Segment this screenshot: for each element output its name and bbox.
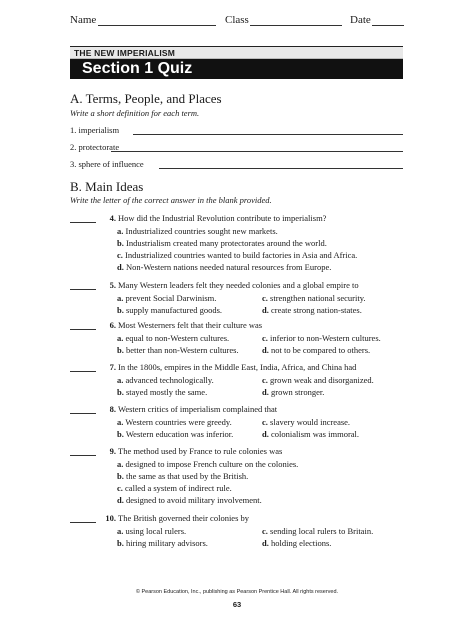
option-text: grown stronger. <box>270 387 325 397</box>
option-letter: c. <box>117 483 123 493</box>
option-letter: c. <box>262 333 268 343</box>
answer-option <box>117 226 278 236</box>
option-text: designed to impose French culture on the colonies. <box>125 459 299 469</box>
option-text: prevent Social Darwinism. <box>125 293 217 303</box>
option-letter: d. <box>262 429 269 439</box>
option-letter: b. <box>117 538 124 548</box>
option-letter: b. <box>117 471 124 481</box>
option-text: Western countries were greedy. <box>125 417 232 427</box>
question-number: 4. <box>109 213 116 223</box>
answer-option <box>117 526 186 536</box>
answer-option <box>262 429 359 439</box>
option-text: Western education was inferior. <box>125 429 234 439</box>
option-letter: a. <box>117 417 124 427</box>
option-letter: a. <box>117 293 124 303</box>
name-label: Name <box>70 14 97 26</box>
option-letter: b. <box>117 345 124 355</box>
question-item <box>70 280 403 292</box>
option-letter: c. <box>117 250 123 260</box>
option-text: called a system of indirect rule. <box>125 483 232 493</box>
question-stem: How did the Industrial Revolution contribute to imperialism? <box>118 213 327 223</box>
option-text: the same as that used by the British. <box>125 471 249 481</box>
answer-option <box>262 538 331 548</box>
answer-option <box>262 345 370 355</box>
answer-option <box>117 495 262 505</box>
copyright-footer: © Pearson Education, Inc., publishing as Pearson Prentice Hall. All rights reserved. <box>135 589 339 595</box>
question-number: 9. <box>109 446 116 456</box>
section-a-instruction: Write a short definition for each term. <box>70 108 200 118</box>
answer-option <box>262 293 366 303</box>
option-letter: c. <box>262 293 268 303</box>
question-number: 8. <box>109 404 116 414</box>
section-b-instruction: Write the letter of the correct answer in the blank provided. <box>70 195 272 205</box>
answer-option <box>117 238 327 248</box>
quiz-title: Section 1 Quiz <box>70 59 403 79</box>
option-text: inferior to non-Western cultures. <box>270 333 381 343</box>
option-text: better than non-Western cultures. <box>125 345 239 355</box>
option-text: Industrialism created many protectorates around the world. <box>125 238 327 248</box>
answer-option <box>262 417 350 427</box>
answer-option <box>117 293 216 303</box>
answer-option <box>262 375 374 385</box>
answer-blank[interactable] <box>70 522 96 523</box>
term-label: 2. protectorate <box>70 142 120 152</box>
answer-option <box>117 333 229 343</box>
question-stem: In the 1800s, empires in the Middle East, India, Africa, and China had <box>118 362 357 372</box>
option-letter: d. <box>262 305 269 315</box>
answer-option <box>117 471 248 481</box>
option-letter: d. <box>262 538 269 548</box>
term-row <box>70 159 403 171</box>
answer-blank[interactable] <box>70 289 96 290</box>
answer-option <box>117 345 239 355</box>
option-text: create strong nation-states. <box>270 305 362 315</box>
answer-option <box>117 250 357 260</box>
class-label: Class <box>225 14 249 26</box>
answer-option <box>262 305 362 315</box>
option-text: designed to avoid military involvement. <box>125 495 262 505</box>
question-item <box>70 213 403 225</box>
option-text: colonialism was immoral. <box>270 429 360 439</box>
option-letter: c. <box>262 526 268 536</box>
option-text: sending local rulers to Britain. <box>270 526 374 536</box>
option-letter: b. <box>117 305 124 315</box>
option-letter: c. <box>262 417 268 427</box>
option-letter: a. <box>117 459 124 469</box>
answer-blank[interactable] <box>70 222 96 223</box>
option-text: advanced technologically. <box>125 375 214 385</box>
option-letter: d. <box>262 345 269 355</box>
term-label: 1. imperialism <box>70 125 120 135</box>
date-line <box>372 25 404 26</box>
option-text: strengthen national security. <box>270 293 366 303</box>
option-text: Industrialized countries wanted to build factories in Asia and Africa. <box>125 250 358 260</box>
option-letter: a. <box>117 526 124 536</box>
option-letter: a. <box>117 333 124 343</box>
section-a-title: A. Terms, People, and Places <box>70 91 222 106</box>
option-text: holding elections. <box>270 538 332 548</box>
option-letter: d. <box>117 495 124 505</box>
answer-option <box>117 429 233 439</box>
option-text: stayed mostly the same. <box>125 387 208 397</box>
section-b-title: B. Main Ideas <box>70 179 144 194</box>
answer-option <box>117 459 298 469</box>
definition-answer-line[interactable] <box>159 168 403 169</box>
answer-option <box>117 387 207 397</box>
question-stem: Western critics of imperialism complained that <box>118 404 278 414</box>
answer-blank[interactable] <box>70 455 96 456</box>
option-text: Non-Western nations needed natural resources from Europe. <box>125 262 332 272</box>
class-line <box>250 25 342 26</box>
option-letter: c. <box>262 375 268 385</box>
option-text: using local rulers. <box>125 526 187 536</box>
option-letter: b. <box>117 238 124 248</box>
question-number: 6. <box>109 320 116 330</box>
option-text: slavery would increase. <box>270 417 351 427</box>
term-label: 3. sphere of influence <box>70 159 144 169</box>
option-letter: a. <box>117 226 124 236</box>
question-stem: Most Westerners felt that their culture was <box>118 320 263 330</box>
page-number: 63 <box>232 600 242 609</box>
question-item <box>70 362 403 374</box>
answer-option <box>117 417 232 427</box>
answer-option <box>262 387 324 397</box>
question-item <box>70 513 403 525</box>
question-stem: The method used by France to rule colonies was <box>118 446 283 456</box>
term-row <box>70 125 403 137</box>
option-letter: a. <box>117 375 124 385</box>
question-item <box>70 404 403 416</box>
option-text: equal to non-Western cultures. <box>125 333 230 343</box>
answer-option <box>117 262 331 272</box>
answer-blank[interactable] <box>70 329 96 330</box>
option-text: supply manufactured goods. <box>125 305 223 315</box>
answer-option <box>117 483 232 493</box>
term-row <box>70 142 403 154</box>
question-number: 5. <box>109 280 116 290</box>
name-line <box>98 25 216 26</box>
student-header <box>70 14 404 32</box>
question-number: 7. <box>109 362 116 372</box>
question-item <box>70 320 403 332</box>
answer-option <box>262 526 373 536</box>
option-letter: b. <box>117 387 124 397</box>
question-item <box>70 446 403 458</box>
question-stem: The British governed their colonies by <box>118 513 250 523</box>
question-number: 10. <box>105 513 116 523</box>
option-text: hiring military advisors. <box>125 538 208 548</box>
definition-answer-line[interactable] <box>133 134 403 135</box>
chapter-subtitle: THE NEW IMPERIALISM <box>70 46 403 59</box>
answer-option <box>262 333 381 343</box>
option-text: Industrialized countries sought new markets. <box>125 226 278 236</box>
option-letter: d. <box>262 387 269 397</box>
option-text: grown weak and disorganized. <box>270 375 374 385</box>
option-letter: d. <box>117 262 124 272</box>
question-stem: Many Western leaders felt they needed colonies and a global empire to <box>118 280 359 290</box>
answer-option <box>117 305 222 315</box>
option-text: not to be compared to others. <box>270 345 371 355</box>
answer-blank[interactable] <box>70 413 96 414</box>
answer-option <box>117 538 208 548</box>
date-label: Date <box>350 14 371 26</box>
definition-answer-line[interactable] <box>111 151 403 152</box>
option-letter: b. <box>117 429 124 439</box>
answer-option <box>117 375 214 385</box>
answer-blank[interactable] <box>70 371 96 372</box>
